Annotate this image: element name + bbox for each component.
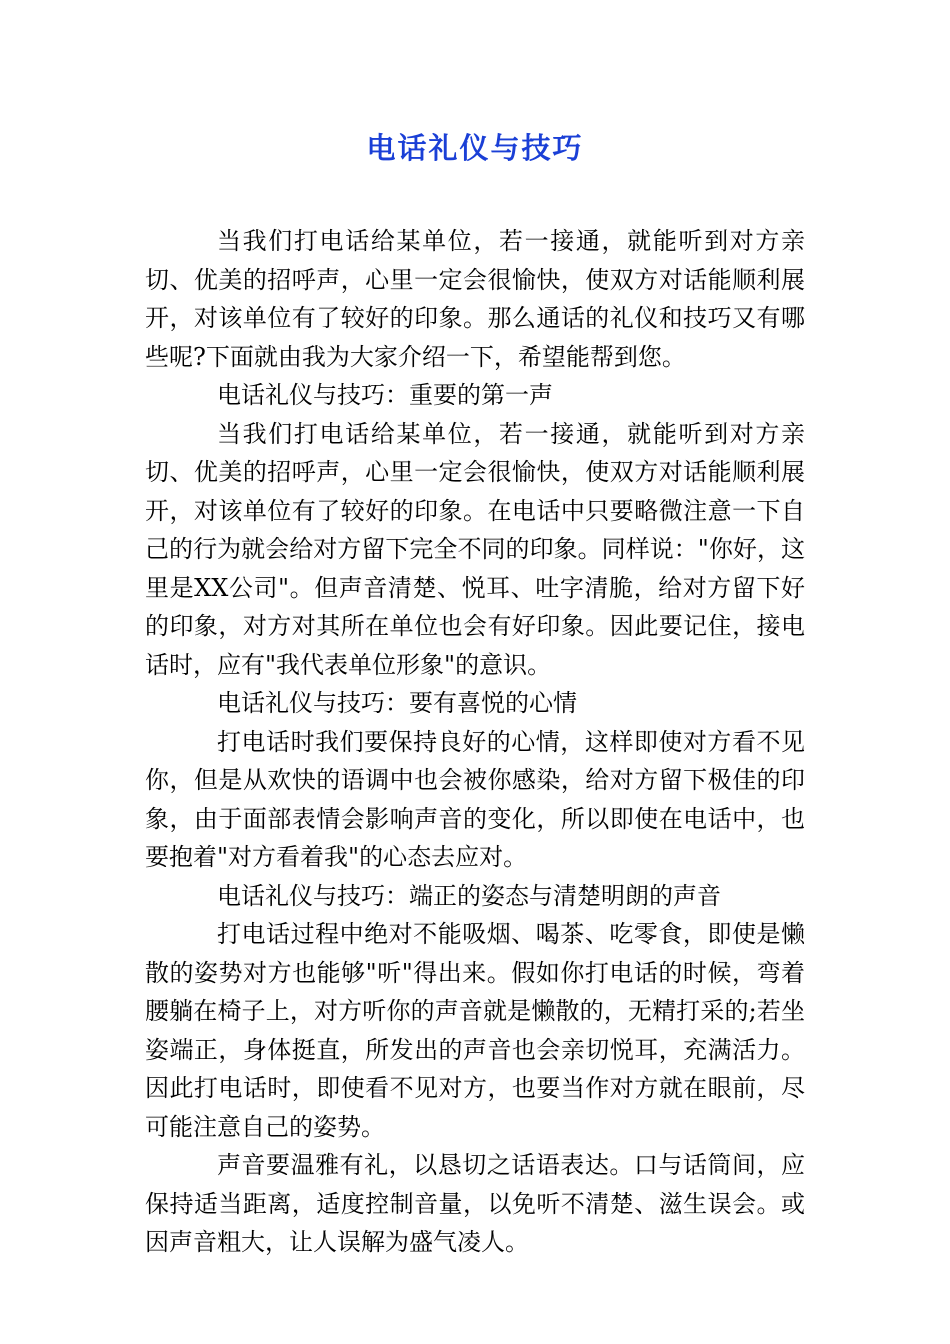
section-heading-posture-voice: 电话礼仪与技巧：端正的姿态与清楚明朗的声音 (217, 881, 721, 910)
paragraph-first-voice: 当我们打电话给某单位，若一接通，就能听到对方亲切、优美的招呼声，心里一定会很愉快，使双方对话能顺利展开，对该单位有了较好的印象。在电话中只要略微注意一下自己的行为就会给对方留下完全不同的印象。同样说："你好，这里是XX公司"。但声音清楚、悦耳、吐字清脆，给对方留下好的印象，对方对其所在单位也会有好印象。因此要记住，接电话时，应有"我代表单位形象"的意识。 (145, 419, 805, 679)
paragraph-voice-manner: 声音要温雅有礼，以恳切之话语表达。口与话筒间，应保持适当距离，适度控制音量，以免听不清楚、滋生误会。或因声音粗大，让人误解为盛气凌人。 (145, 1151, 805, 1256)
section-heading-cheerful-mood: 电话礼仪与技巧：要有喜悦的心情 (217, 689, 577, 717)
paragraph-posture: 打电话过程中绝对不能吸烟、喝茶、吃零食，即使是懒散的姿势对方也能够"听"得出来。假如你打电话的时候，弯着腰躺在椅子上，对方听你的声音就是懒散的，无精打采的;若坐姿端正，身体挺直，所发出的声音也会亲切悦耳，充满活力。因此打电话时，即使看不见对方，也要当作对方就在眼前，尽可能注意自己的姿势。 (145, 920, 805, 1141)
document-body (145, 222, 805, 1262)
paragraph-intro: 当我们打电话给某单位，若一接通，就能听到对方亲切、优美的招呼声，心里一定会很愉快，使双方对话能顺利展开，对该单位有了较好的印象。那么通话的礼仪和技巧又有哪些呢?下面就由我为大家介绍一下，希望能帮到您。 (145, 227, 805, 371)
paragraph-cheerful-mood: 打电话时我们要保持良好的心情，这样即使对方看不见你，但是从欢快的语调中也会被你感染，给对方留下极佳的印象，由于面部表情会影响声音的变化，所以即使在电话中，也要抱着"对方看着我"的心态去应对。 (145, 727, 805, 871)
section-heading-first-voice: 电话礼仪与技巧：重要的第一声 (217, 381, 553, 409)
document-title: 电话礼仪与技巧 (366, 131, 584, 165)
